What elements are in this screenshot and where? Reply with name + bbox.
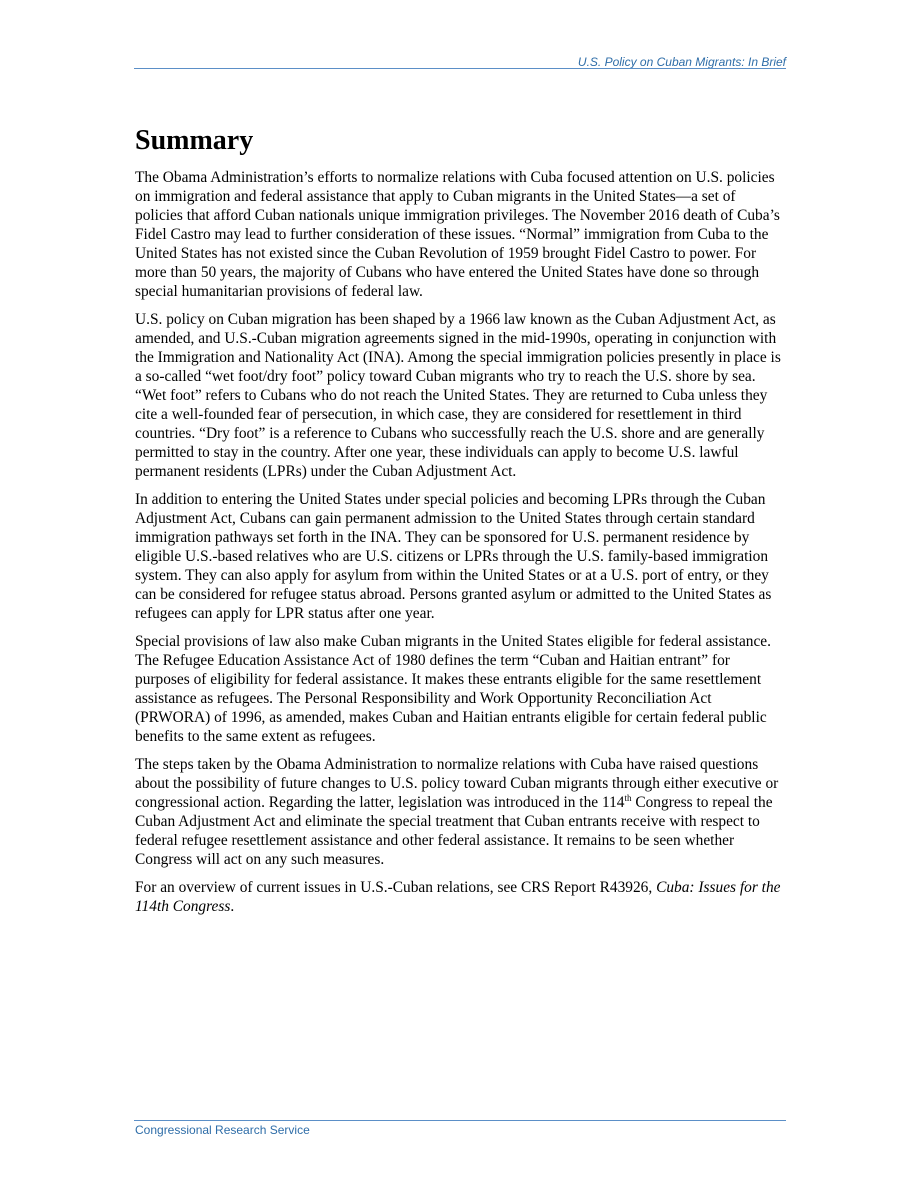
ordinal-superscript: th	[624, 792, 632, 803]
summary-paragraph-2: U.S. policy on Cuban migration has been shaped by a 1966 law known as the Cuban Adjustment Act, as amended, and U.S.-Cuban migration agreements signed in the mid-1990s, operating in conjunction with the Immigration and Nationality Act (INA). Among the special immigration policies presently in place is a so-called “wet foot/dry foot” policy toward Cuban migrants who try to reach the U.S. shore by sea. “Wet foot” refers to Cubans who do not reach the United States. They are returned to Cuba unless they cite a well-founded fear of persecution, in which case, they are considered for resettlement in third countries. “Dry foot” is a reference to Cubans who successfully reach the U.S. shore and are generally permitted to stay in the country. After one year, these individuals can apply to become U.S. lawful permanent residents (LPRs) under the Cuban Adjustment Act.	[135, 311, 781, 480]
paragraph-6-suffix: .	[230, 898, 235, 915]
summary-paragraph-3: In addition to entering the United States under special policies and becoming LPRs through the Cuban Adjustment Act, Cubans can gain permanent admission to the United States through certain standard immigration pathways set forth in the INA. They can be sponsored for U.S. permanent residence by eligible U.S.-based relatives who are U.S. citizens or LPRs through the U.S. family-based immigration system. They can also apply for asylum from within the United States or at a U.S. port of entry, or they can be considered for refugee status abroad. Persons granted asylum or admitted to the United States as refugees can apply for LPR status after one year.	[135, 491, 772, 622]
summary-paragraph-5	[135, 755, 787, 869]
running-header-title: U.S. Policy on Cuban Migrants: In Brief	[577, 55, 786, 69]
paragraph-6-prefix: For an overview of current issues in U.S.-Cuban relations, see CRS Report R43926,	[135, 879, 657, 896]
crs-report-title: Cuba: Issues for the 114th Congress	[135, 879, 781, 915]
summary-paragraph-6	[135, 878, 787, 916]
paragraph-5-text-end: Congress to repeal the Cuban Adjustment Act and eliminate the special treatment that Cuban entrants receive with respect to federal refugee resettlement assistance and other federal assistance. It remains to be seen whether Congress will act on any such measures.	[135, 794, 773, 868]
footer-divider	[134, 1120, 786, 1121]
summary-paragraph-1: The Obama Administration’s efforts to normalize relations with Cuba focused attention on U.S. policies on immigration and federal assistance that apply to Cuban migrants in the United States—a set of policies that afford Cuban nationals unique immigration privileges. The November 2016 death of Cuba’s Fidel Castro may lead to further consideration of these issues. “Normal” immigration from Cuba to the United States has not existed since the Cuban Revolution of 1959 brought Fidel Castro to power. For more than 50 years, the majority of Cubans who have entered the United States have done so through special humanitarian provisions of federal law.	[135, 169, 780, 300]
header-divider	[134, 68, 786, 69]
section-heading: Summary	[135, 125, 254, 156]
footer-publisher: Congressional Research Service	[135, 1123, 310, 1137]
paragraph-5-text-start: The steps taken by the Obama Administration to normalize relations with Cuba have raised questions about the possibility of future changes to U.S. policy toward Cuban migrants through either executive or congressional action. Regarding the latter, legislation was introduced in the 114	[135, 756, 779, 811]
summary-section	[135, 124, 787, 925]
summary-paragraph-4: Special provisions of law also make Cuban migrants in the United States eligible for federal assistance. The Refugee Education Assistance Act of 1980 defines the term “Cuban and Haitian entrant” for purposes of eligibility for federal assistance. It makes these entrants eligible for the same resettlement assistance as refugees. The Personal Responsibility and Work Opportunity Reconciliation Act (PRWORA) of 1996, as amended, makes Cuban and Haitian entrants eligible for certain federal public benefits to the same extent as refugees.	[135, 633, 771, 745]
